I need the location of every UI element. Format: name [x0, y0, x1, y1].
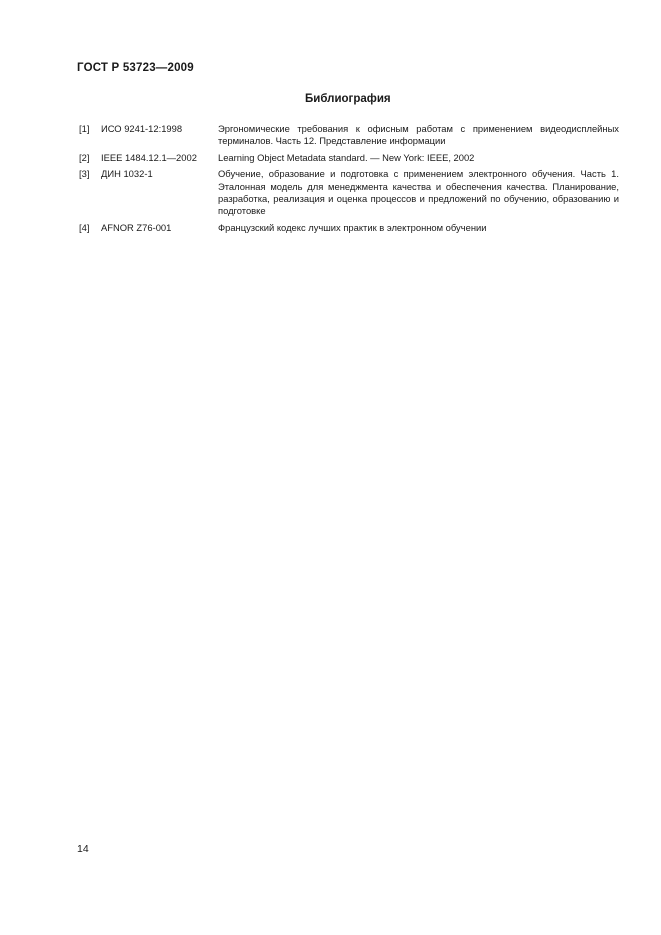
entry-number: [2] — [79, 151, 90, 163]
entry-title: Эргономические требования к офисным работам с применением видеодисплейных терминалов. Часть 12. Представление информации — [218, 123, 619, 147]
entry-number: [4] — [79, 221, 90, 233]
bibliography-entry — [79, 152, 619, 164]
section-title: Библиография — [305, 93, 391, 105]
entry-title: Learning Object Metadata standard. — New York: IEEE, 2002 — [218, 151, 475, 163]
entry-title: Французский кодекс лучших практик в электронном обучении — [218, 221, 487, 233]
document-header: ГОСТ Р 53723—2009 — [77, 62, 194, 74]
bibliography-entry — [79, 123, 619, 148]
entry-code: IEEE 1484.12.1—2002 — [101, 151, 197, 163]
entry-code: ДИН 1032-1 — [101, 168, 153, 180]
entry-number: [1] — [79, 123, 90, 134]
bibliography-list — [79, 123, 619, 238]
entry-code: ИСО 9241-12:1998 — [101, 123, 183, 134]
bibliography-entry — [79, 222, 619, 234]
page-number: 14 — [77, 843, 89, 855]
entry-code: AFNOR Z76-001 — [101, 221, 172, 233]
bibliography-entry — [79, 168, 619, 218]
entry-title: Обучение, образование и подготовка с применением электронного обучения. Часть 1. Эталонная модель для менеджмента качества и обеспечения качества. Планирование, разработка, реализация и оценка процессов и предложений по обучению, образованию и подготовке — [218, 168, 619, 217]
entry-number: [3] — [79, 168, 90, 180]
